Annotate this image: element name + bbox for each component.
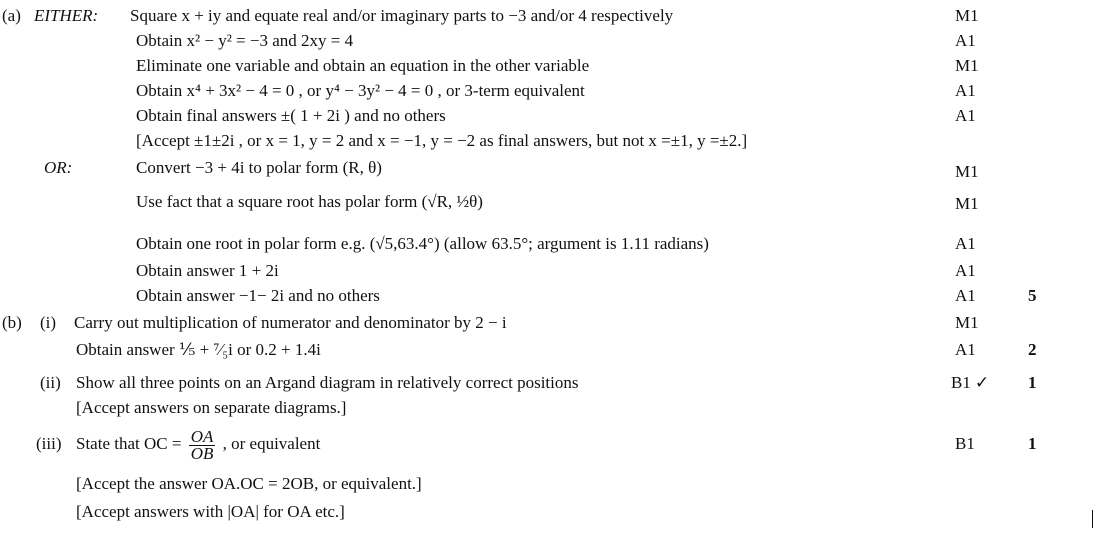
either-label: EITHER: [34,6,99,25]
mark-a-4: A1 [955,81,976,100]
check-icon: ✓ [974,373,990,392]
total-b-ii: 1 [1028,373,1037,392]
part-b-label: (b) [2,313,22,332]
part-b-iii-label: (iii) [36,434,62,453]
part-a-line-6: [Accept ±1±2i , or x = 1, y = 2 and x = −1, y = −2 as final answers, but not x =±1, y =±2.] [136,131,748,150]
part-a-label: (a) [2,6,21,25]
part-a-line-7: Convert −3 + 4i to polar form (R, θ) [136,158,382,177]
vertical-bar-mark [1092,510,1093,528]
part-a-line-5: Obtain final answers ±( 1 + 2i ) and no others [136,106,446,125]
part-a-line-2: Obtain x² − y² = −3 and 2xy = 4 [136,31,354,50]
total-a: 5 [1028,286,1037,305]
mark-a-5: A1 [955,106,976,125]
mark-b-i-2: A1 [955,340,976,359]
part-a-line-9: Obtain one root in polar form e.g. (√5,63.4°) (allow 63.5°; argument is 1.11 radians) [136,234,709,253]
mark-a-2: A1 [955,31,976,50]
part-b-iii-line-1 [76,426,320,462]
part-a-line-3: Eliminate one variable and obtain an equation in the other variable [136,56,590,75]
part-a-line-11: Obtain answer −1− 2i and no others [136,286,380,305]
part-a-line-8: Use fact that a square root has polar form (√R, ½θ) [136,192,483,211]
part-b-iii-suffix: , or equivalent [222,434,321,453]
part-b-ii-line-2: [Accept answers on separate diagrams.] [76,398,347,417]
part-b-iii-line-3: [Accept answers with |OA| for OA etc.] [76,502,345,521]
part-a-line-10: Obtain answer 1 + 2i [136,261,279,280]
mark-a-10: A1 [955,286,976,305]
mark-a-6: M1 [955,162,979,181]
oa-over-ob-fraction [189,426,216,463]
part-a-line-4: Obtain x⁴ + 3x² − 4 = 0 , or y⁴ − 3y² − 4 = 0 , or 3-term equivalent [136,81,585,100]
fraction-numerator: OA [190,426,214,446]
part-b-ii-line-1: Show all three points on an Argand diagram in relatively correct positions [76,373,579,392]
or-label: OR: [44,158,73,177]
part-b-iii-prefix: State that OC = [76,434,182,453]
total-b-iii: 1 [1028,434,1037,453]
mark-a-7: M1 [955,194,979,213]
mark-a-1: M1 [955,6,979,25]
mark-a-9: A1 [955,261,976,280]
part-b-i-line-1: Carry out multiplication of numerator and denominator by 2 − i [74,313,507,332]
part-b-iii-line-2: [Accept the answer OA.OC = 2OB, or equivalent.] [76,474,422,493]
mark-b-ii-value: B1 [951,373,971,392]
mark-b-i-1: M1 [955,313,979,332]
part-b-ii-label: (ii) [40,373,61,392]
fraction-denominator: OB [190,443,214,463]
part-a-line-1: Square x + iy and equate real and/or imaginary parts to −3 and/or 4 respectively [130,6,674,25]
mark-b-iii: B1 [955,434,975,453]
mark-a-3: M1 [955,56,979,75]
total-b-i: 2 [1028,340,1037,359]
mark-a-8: A1 [955,234,976,253]
mark-b-ii [951,373,989,393]
part-b-i-label: (i) [40,313,57,332]
part-b-i-line-2: Obtain answer ⅕ + ⁷⁄₅i or 0.2 + 1.4i [76,340,321,359]
